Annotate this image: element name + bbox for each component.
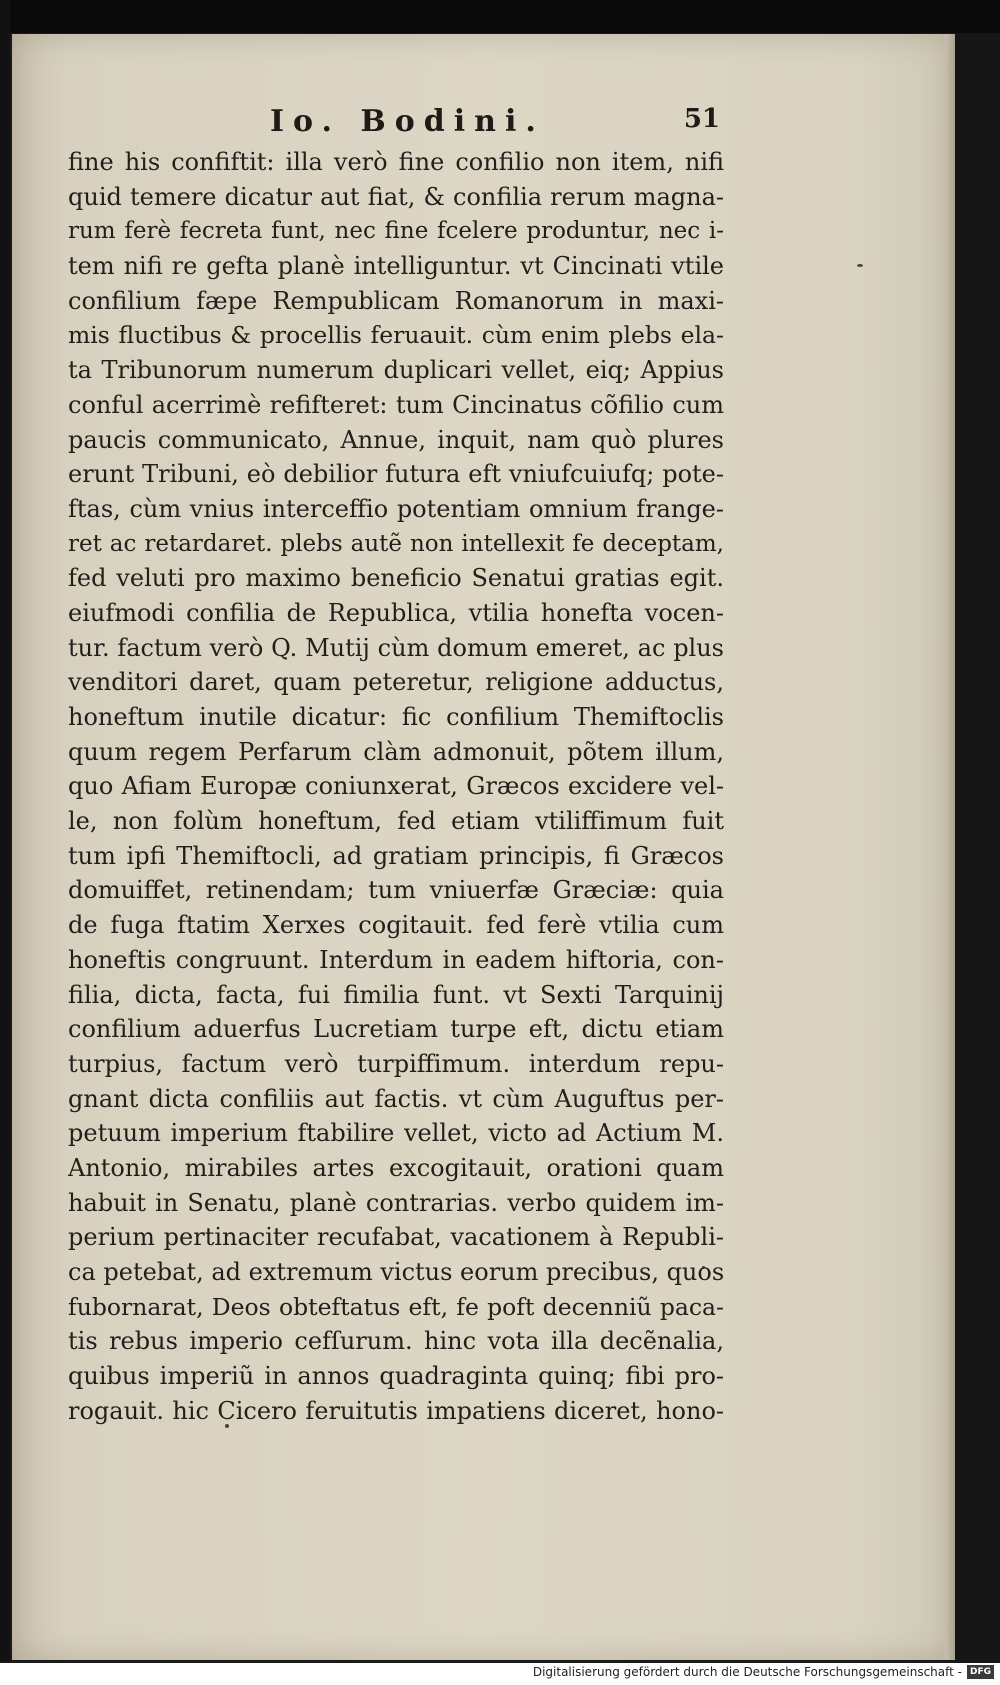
text-line: tum ipfi Themiftocli, ad gratiam principis, fi Græcos	[68, 841, 724, 870]
text-line: honeftum inutile dicatur: fic confilium Themiftoclis	[68, 703, 724, 731]
text-line: fine his confiftit: illa verò fine confilio non item, nifi	[68, 148, 724, 176]
text-line: quum regem Perfarum clàm admonuit, põtem illum,	[68, 737, 724, 766]
text-line: eiufmodi confilia de Republica, vtilia honefta vocen-	[68, 598, 724, 627]
text-line: quibus imperiũ in annos quadraginta quinq; fibi pro-	[68, 1362, 724, 1391]
text-line: quid temere dicatur aut fiat, & confilia rerum magna-	[68, 182, 724, 211]
text-line: venditori daret, quam peteretur, religione adductus,	[68, 668, 724, 697]
text-line: rogauit. hic Cicero feruitutis impatiens diceret, hono-	[68, 1396, 724, 1425]
text-line: fed veluti pro maximo beneficio Senatui gratias egit.	[68, 564, 724, 593]
text-line: confilium aduerfus Lucretiam turpe eft, dictu etiam	[68, 1015, 724, 1044]
text-line: filia, dicta, facta, fui fimilia funt. vt Sexti Tarquinij	[68, 980, 724, 1009]
text-line: habuit in Senatu, planè contrarias. verbo quidem im-	[68, 1188, 724, 1217]
scanner-top-border	[0, 0, 1000, 33]
text-line: gnant dicta confiliis aut factis. vt cùm Auguftus per-	[68, 1084, 724, 1113]
text-line: Antonio, mirabiles artes excogitauit, orationi quam	[68, 1153, 724, 1182]
page-edge	[945, 34, 955, 1660]
text-line: erunt Tribuni, eò debilior futura eft vniufcuiufq; pote-	[68, 460, 724, 489]
text-line: ftas, cùm vnius interceffio potentiam omnium frange-	[68, 494, 724, 523]
text-line: conful acerrimè refifteret: tum Cincinatus cõfilio cum	[68, 390, 724, 419]
text-line: ca petebat, ad extremum victus eorum precibus, quos	[68, 1258, 724, 1286]
body-text	[68, 145, 724, 1428]
text-line: paucis communicato, Annue, inquit, nam quò plures	[68, 425, 724, 454]
scanner-right-border	[955, 33, 1000, 1663]
text-line: rum ferè fecreta funt, nec fine fcelere produntur, nec i-	[68, 218, 724, 245]
text-line: perium pertinaciter recufabat, vacationem à Republi-	[68, 1223, 724, 1252]
dfg-logo: DFG	[967, 1665, 994, 1679]
text-line: honeftis congruunt. Interdum in eadem hiftoria, con-	[68, 945, 724, 974]
text-line: fubornarat, Deos obteftatus eft, fe poft decenniũ paca-	[68, 1292, 724, 1321]
text-line: quo Afiam Europæ coniunxerat, Græcos excidere vel-	[68, 772, 724, 801]
text-line: ret ac retardaret. plebs autẽ non intellexit fe deceptam,	[68, 530, 724, 557]
digitization-credit: Digitalisierung gefördert durch die Deutsche Forschungsgemeinschaft -	[532, 1665, 962, 1679]
text-line: confilium fæpe Rempublicam Romanorum in maxi-	[68, 286, 724, 315]
text-line: le, non folùm honeftum, fed etiam vtiliffimum fuit	[68, 807, 724, 836]
text-line: de fuga ftatim Xerxes cogitauit. fed ferè vtilia cum	[68, 911, 724, 940]
paper-speck	[857, 264, 863, 267]
scanner-left-border	[0, 0, 10, 1662]
text-line: mis fluctibus & procellis feruauit. cùm enim plebs ela-	[68, 321, 724, 350]
text-line: domuiffet, retinendam; tum vniuerfæ Græciæ: quia	[68, 876, 724, 905]
text-line: tis rebus imperio cefſurum. hinc vota illa decẽnalia,	[68, 1327, 724, 1356]
text-line: turpius, factum verò turpiffimum. interdum repu-	[68, 1049, 724, 1078]
text-line: petuum imperium ftabilire vellet, victo ad Actium M.	[68, 1119, 724, 1148]
text-line: tur. factum verò Q. Mutij cùm domum emeret, ac plus	[68, 633, 724, 662]
text-line: ta Tribunorum numerum duplicari vellet, eiq; Appius	[68, 356, 724, 385]
page-header	[60, 104, 720, 140]
running-head: Io. Bodini.	[270, 104, 545, 139]
page-number: 51	[683, 104, 720, 134]
text-line: tem nifi re gefta planè intelliguntur. vt Cincinati vtile	[68, 252, 724, 281]
